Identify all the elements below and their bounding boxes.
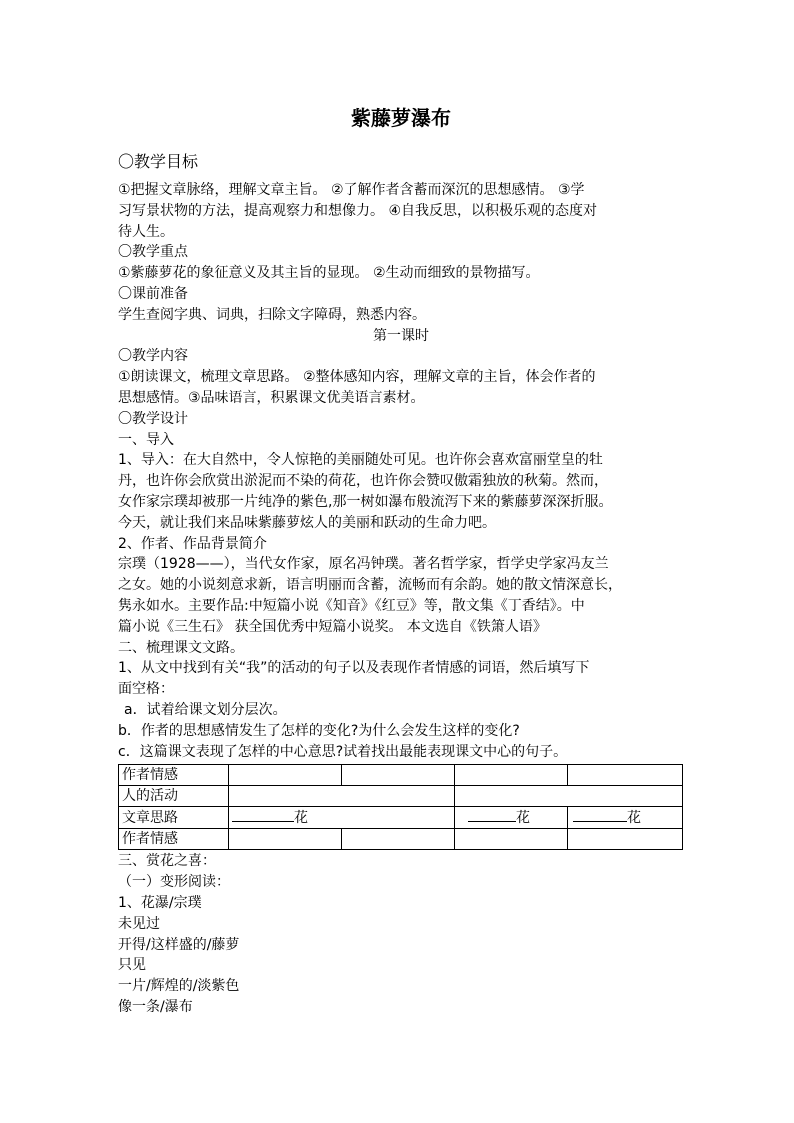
table-cell[interactable]: [455, 829, 568, 850]
fill-blank[interactable]: [232, 807, 294, 822]
fill-blank[interactable]: [573, 807, 627, 822]
table-cell[interactable]: [342, 829, 455, 850]
table-row: [119, 829, 683, 850]
teaching-content-line: 思想感情。③品味语言，积累课文优美语言素材。: [118, 389, 425, 406]
section-structure-heading: 二、梳理课文文路。: [118, 639, 244, 656]
intro-line: 今天，就让我们来品味紫藤萝炫人的美丽和跃动的生命力吧。: [118, 514, 496, 531]
task-line: 1、从文中找到有关“我”的活动的句子以及表现作者情感的词语，然后填写下: [118, 660, 590, 677]
task-line: 面空格：: [118, 681, 174, 698]
goals-line: 待人生。: [118, 223, 174, 240]
row-label: 作者情感: [119, 829, 229, 850]
flower-label: 花: [627, 810, 641, 827]
table-row: [119, 786, 683, 807]
table-cell[interactable]: [568, 807, 683, 829]
table-cell[interactable]: [455, 807, 568, 829]
author-line: 宗璞（1928——），当代女作家，原名冯钟璞。著名哲学家，哲学史学家冯友兰: [118, 556, 609, 573]
question-c: c．这篇课文表现了怎样的中心意思?试着找出最能表现课文中心的句子。: [118, 743, 568, 760]
table-cell[interactable]: [455, 786, 683, 807]
teaching-content-heading: 〇教学内容: [118, 348, 188, 365]
question-a: a．试着给课文划分层次。: [124, 701, 287, 718]
section-intro-heading: 一、导入: [118, 431, 174, 448]
intro-line: 丹，也许你会欣赏出淤泥而不染的荷花，也许你会赞叹傲霜独放的秋菊。然而，: [118, 473, 608, 490]
table-cell[interactable]: [229, 765, 342, 786]
analysis-table: [118, 764, 683, 850]
table-cell[interactable]: [568, 765, 683, 786]
goals-line: 习写景状物的方法，提高观察力和想像力。 ④自我反思，以积极乐观的态度对: [118, 202, 597, 219]
fill-blank[interactable]: [468, 807, 516, 822]
table-cell[interactable]: [229, 829, 342, 850]
reading-subheading: （一）变形阅读：: [118, 874, 230, 891]
poem-line: 一片/辉煌的/淡紫色: [118, 978, 240, 995]
poem-line: 1、花瀑/宗璞: [118, 894, 202, 911]
poem-line: 未见过: [118, 915, 160, 932]
author-line: 之女。她的小说刻意求新，语言明丽而含蓄，流畅而有余韵。她的散文情深意长，: [118, 577, 622, 594]
row-label: 文章思路: [119, 807, 229, 829]
question-b: b．作者的思想感情发生了怎样的变化?为什么会发生这样的变化?: [118, 722, 520, 739]
table-cell[interactable]: [568, 829, 683, 850]
table-cell[interactable]: [342, 765, 455, 786]
teaching-content-line: ①朗读课文，梳理文章思路。 ②整体感知内容，理解文章的主旨，体会作者的: [118, 369, 596, 386]
section-appreciation-heading: 三、赏花之喜：: [118, 853, 216, 870]
preparation-heading: 〇课前准备: [118, 285, 188, 302]
key-points-heading: 〇教学重点: [118, 244, 188, 261]
poem-line: 开得/这样盛的/藤萝: [118, 936, 240, 953]
author-heading: 2、作者、作品背景简介: [118, 535, 267, 552]
poem-line: 只见: [118, 957, 146, 974]
lesson-label: 第一课时: [373, 327, 429, 344]
key-points-text: ①紫藤萝花的象征意义及其主旨的显现。 ②生动而细致的景物描写。: [118, 265, 540, 282]
document-body: [118, 148, 684, 1018]
row-label: 作者情感: [119, 765, 229, 786]
table-cell[interactable]: [229, 786, 455, 807]
document-title: 紫藤萝瀑布: [351, 106, 451, 130]
poem-line: 像一条/瀑布: [118, 998, 193, 1015]
intro-line: 女作家宗璞却被那一片纯净的紫色,那一树如瀑布般流泻下来的紫藤萝深深折服。: [118, 493, 613, 510]
flower-label: 花: [294, 810, 308, 827]
flower-label: 花: [516, 810, 530, 827]
goals-line: ①把握文章脉络，理解文章主旨。 ②了解作者含蓄而深沉的思想感情。 ③学: [118, 182, 585, 198]
table-cell[interactable]: [229, 807, 455, 829]
table-cell[interactable]: [455, 765, 568, 786]
author-line: 隽永如水。主要作品:中短篇小说《知音》《红豆》等，散文集《丁香结》。中: [118, 597, 585, 614]
table-row: [119, 765, 683, 786]
row-label: 人的活动: [119, 786, 229, 807]
preparation-text: 学生查阅字典、词典，扫除文字障碍，熟悉内容。: [118, 306, 426, 323]
author-line: 篇小说《三生石》 获全国优秀中短篇小说奖。 本文选自《铁箫人语》: [118, 618, 547, 635]
intro-line: 1、导入：在大自然中，令人惊艳的美丽随处可见。也许你会喜欢富丽堂皇的牡: [118, 452, 603, 469]
design-heading: 〇教学设计: [118, 410, 188, 427]
table-row: [119, 807, 683, 829]
goals-heading: 〇教学目标: [118, 152, 199, 171]
